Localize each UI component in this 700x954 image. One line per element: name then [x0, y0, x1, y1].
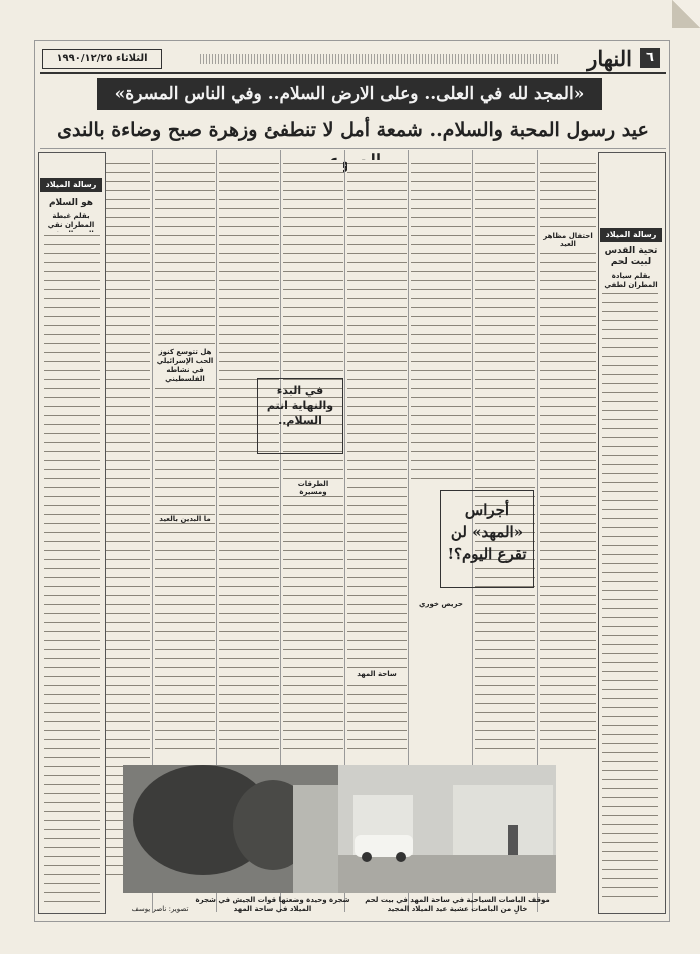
news-photo	[123, 765, 556, 893]
quote-box: في البدء والنهاية انتم السلام..	[257, 378, 343, 454]
photo-caption-right: موقف الباصات السياحية في ساحة المهد في بيت لحم خالٍ من الباصات عشية عيد الميلاد المجيد	[365, 896, 550, 913]
section-head: ما البدين بالعيد	[155, 515, 215, 523]
headline-rule	[40, 148, 666, 149]
page-number: ٦	[640, 48, 660, 68]
photo-scene	[123, 765, 556, 893]
left-sidebar-header: رسالة الميلاد	[40, 178, 102, 192]
section-head: احتفال مظاهر العيد	[540, 232, 596, 248]
left-sidebar-subtitle: بقلم غبطة المطران نقي	[47, 212, 95, 229]
issue-date: الثلاثاء ١٩٩٠/١٢/٢٥	[42, 49, 162, 69]
photo-caption-left: شجرة وحيدة وضعتها قوات الجيش في شجرة الميلاد في ساحة المهد	[195, 896, 350, 913]
text-column	[219, 160, 279, 755]
section-head: هل تتوسع كنوز الحب الإسرائيلي في نشاطه الفلسطيني	[156, 348, 214, 383]
banner-quote: «المجد لله في العلى.. وعلى الارض السلام.. وفي الناس المسرة»	[97, 78, 602, 110]
section-head: ساحة المهد	[347, 670, 407, 678]
right-sidebar-title: تحية القدس لبيت لحم	[604, 246, 658, 267]
page-corner-fold	[672, 0, 700, 28]
section-head: الطرقات ومسيرة	[283, 480, 343, 496]
left-sidebar-title: هو السلام	[48, 198, 94, 208]
section-head: حريص خوري	[411, 600, 471, 608]
boxed-headline: أجراس «المهد» لن تقرع اليوم؟!	[440, 490, 534, 588]
text-column	[475, 160, 535, 755]
newspaper-logo: النهار	[587, 46, 632, 71]
right-sidebar-header: رسالة الميلاد	[600, 228, 662, 242]
masthead	[40, 46, 666, 74]
text-column	[283, 160, 343, 755]
text-column	[347, 160, 407, 755]
right-sidebar-subtitle: بقلم سيادة المطران لطفي	[604, 272, 658, 289]
text-column	[411, 160, 471, 485]
main-headline: عيد رسول المحبة والسلام.. شمعة أمل لا تنطفئ وزهرة صبح وضاءة بالندى	[57, 119, 649, 141]
photo-credit: تصوير: ناصر يوسف	[131, 905, 189, 913]
right-sidebar-text	[602, 290, 658, 902]
text-column	[540, 160, 596, 755]
text-column	[155, 160, 215, 755]
left-sidebar-text	[44, 232, 100, 902]
masthead-band	[200, 54, 560, 64]
